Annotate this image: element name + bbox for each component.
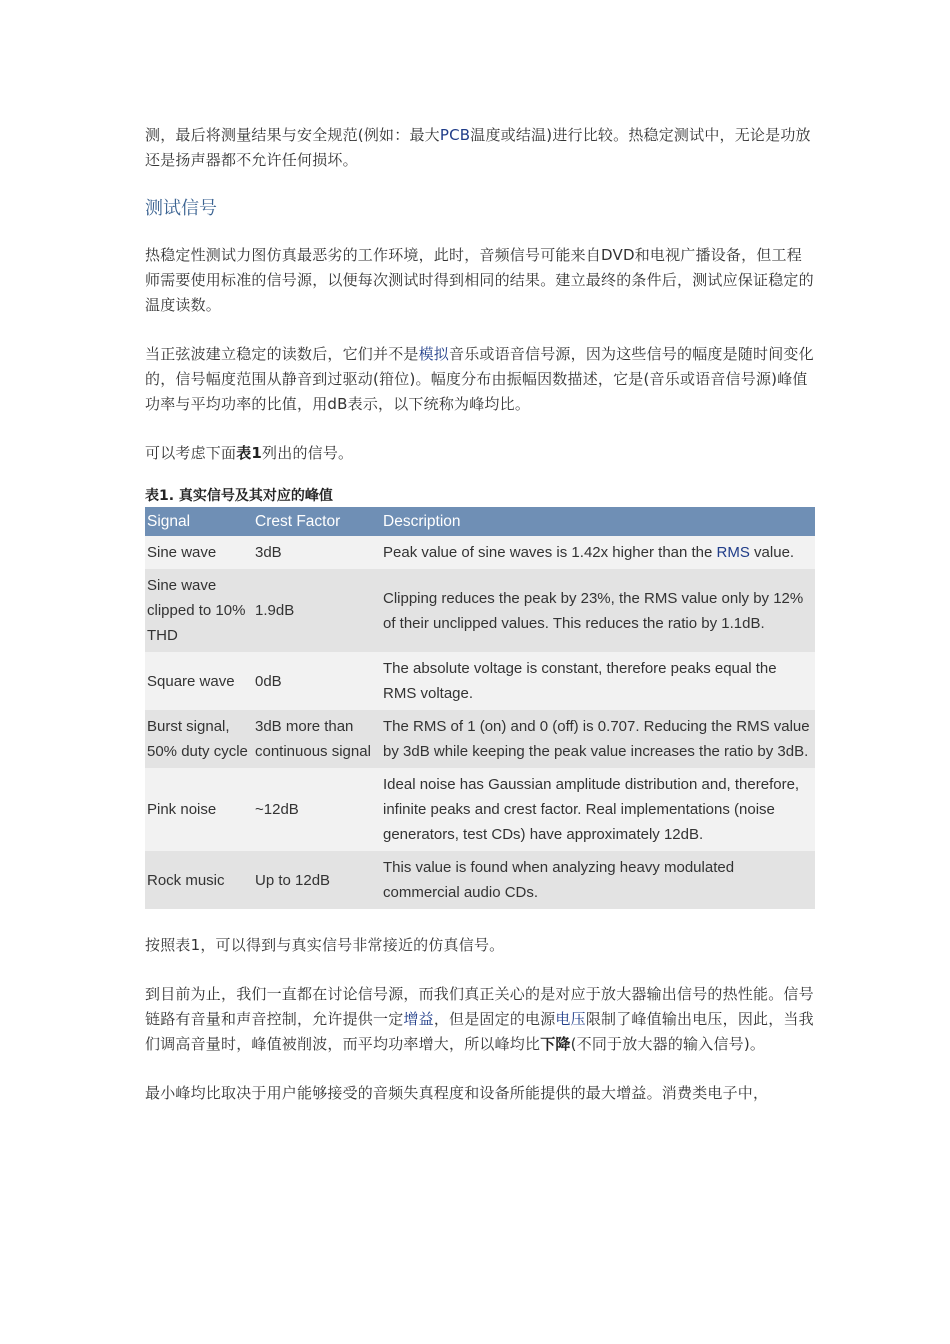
- cell-description: This value is found when analyzing heavy modulated commercial audio CDs.: [381, 851, 815, 909]
- description-text: value.: [749, 544, 795, 561]
- decrease-bold: 下降: [540, 1035, 571, 1053]
- cell-signal: Burst signal, 50% duty cycle: [145, 710, 253, 768]
- table-ref-bold: 表1: [236, 444, 263, 462]
- cell-description: The absolute voltage is constant, therefore peaks equal the RMS voltage.: [381, 652, 815, 710]
- rms-link[interactable]: RMS: [716, 544, 750, 561]
- header-crest-factor: Crest Factor: [253, 507, 381, 536]
- analog-link[interactable]: 模拟: [418, 345, 450, 363]
- cell-signal: Rock music: [145, 851, 253, 909]
- paragraph-crest-factor: [145, 342, 815, 417]
- table-row: [145, 536, 815, 569]
- table-row: [145, 569, 815, 652]
- pcb-link[interactable]: PCB: [439, 126, 471, 144]
- cell-crest: 3dB more than continuous signal: [253, 710, 381, 768]
- cell-signal: Sine wave clipped to 10% THD: [145, 569, 253, 652]
- cell-signal: Square wave: [145, 652, 253, 710]
- table-row: [145, 768, 815, 851]
- paragraph-text: 可以考虑下面: [145, 444, 237, 462]
- cell-crest: Up to 12dB: [253, 851, 381, 909]
- document-body: [145, 123, 815, 1106]
- table-row: [145, 710, 815, 768]
- voltage-link[interactable]: 电压: [555, 1010, 586, 1028]
- cell-crest: 0dB: [253, 652, 381, 710]
- paragraph-text: 温度或结温)进行比较。热稳定测试中，无论是功放还是扬声器都不允许任何损坏。: [145, 126, 811, 169]
- paragraph-text: (不同于放大器的输入信号)。: [570, 1035, 766, 1053]
- cell-description: Ideal noise has Gaussian amplitude distribution and, therefore, infinite peaks and crest factor. Real implementations (noise generators, test CDs) have approximately 12dB.: [381, 768, 815, 851]
- cell-crest: ~12dB: [253, 768, 381, 851]
- cell-description: [381, 536, 815, 569]
- cell-crest: 1.9dB: [253, 569, 381, 652]
- signals-table: [145, 507, 815, 909]
- header-signal: Signal: [145, 507, 253, 536]
- section-heading: 测试信号: [145, 198, 217, 219]
- paragraph-text: 音乐或语音信号源，因为这些信号的幅度是随时间变化的，信号幅度范围从静音到过驱动(箝位)。幅度分布由振幅因数描述，它是(音乐或语音信号源)峰值功率与平均功率的比值，用dB表示，以下统称为峰均比。: [145, 345, 814, 413]
- paragraph-text: 列出的信号。: [262, 444, 354, 462]
- cell-description: The RMS of 1 (on) and 0 (off) is 0.707. Reducing the RMS value by 3dB while keeping the peak value increases the ratio by 3dB.: [381, 710, 815, 768]
- table-caption: 表1. 真实信号及其对应的峰值: [145, 488, 333, 504]
- paragraph-text: 测，最后将测量结果与安全规范(例如：最大: [145, 126, 440, 144]
- gain-link[interactable]: 增益: [403, 1010, 434, 1028]
- paragraph-intro: [145, 123, 815, 173]
- description-text: Peak value of sine waves is 1.42x higher than the: [383, 544, 717, 561]
- cell-description: Clipping reduces the peak by 23%, the RMS value only by 12% of their unclipped values. This reduces the ratio by 1.1dB.: [381, 569, 815, 652]
- cell-crest: 3dB: [253, 536, 381, 569]
- paragraph-table-ref: [145, 441, 815, 466]
- paragraph-table-summary: 按照表1，可以得到与真实信号非常接近的仿真信号。: [145, 936, 505, 954]
- paragraph-text: ，但是固定的电源: [433, 1010, 556, 1028]
- paragraph-amplifier: [145, 982, 815, 1057]
- paragraph-text: 当正弦波建立稳定的读数后，它们并不是: [145, 345, 419, 363]
- paragraph-minimum-ratio: 最小峰均比取决于用户能够接受的音频失真程度和设备所能提供的最大增益。消费类电子中，: [145, 1084, 769, 1102]
- cell-signal: Pink noise: [145, 768, 253, 851]
- paragraph-text: 限制了峰值输出电压，因此，当我们调高音量时，峰值被削波，而平均功率增大，所以峰均比: [145, 1010, 814, 1053]
- header-description: Description: [381, 507, 815, 536]
- cell-signal: Sine wave: [145, 536, 253, 569]
- table-row: [145, 652, 815, 710]
- paragraph-text: 到目前为止，我们一直都在讨论信号源，而我们真正关心的是对应于放大器输出信号的热性能。信号链路有音量和声音控制，允许提供一定: [145, 985, 814, 1028]
- paragraph-test-conditions: 热稳定性测试力图仿真最恶劣的工作环境，此时，音频信号可能来自DVD和电视广播设备，但工程师需要使用标准的信号源，以便每次测试时得到相同的结果。建立最终的条件后，测试应保证稳定的温度读数。: [145, 246, 814, 314]
- table-row: [145, 851, 815, 909]
- table-header-row: [145, 507, 815, 536]
